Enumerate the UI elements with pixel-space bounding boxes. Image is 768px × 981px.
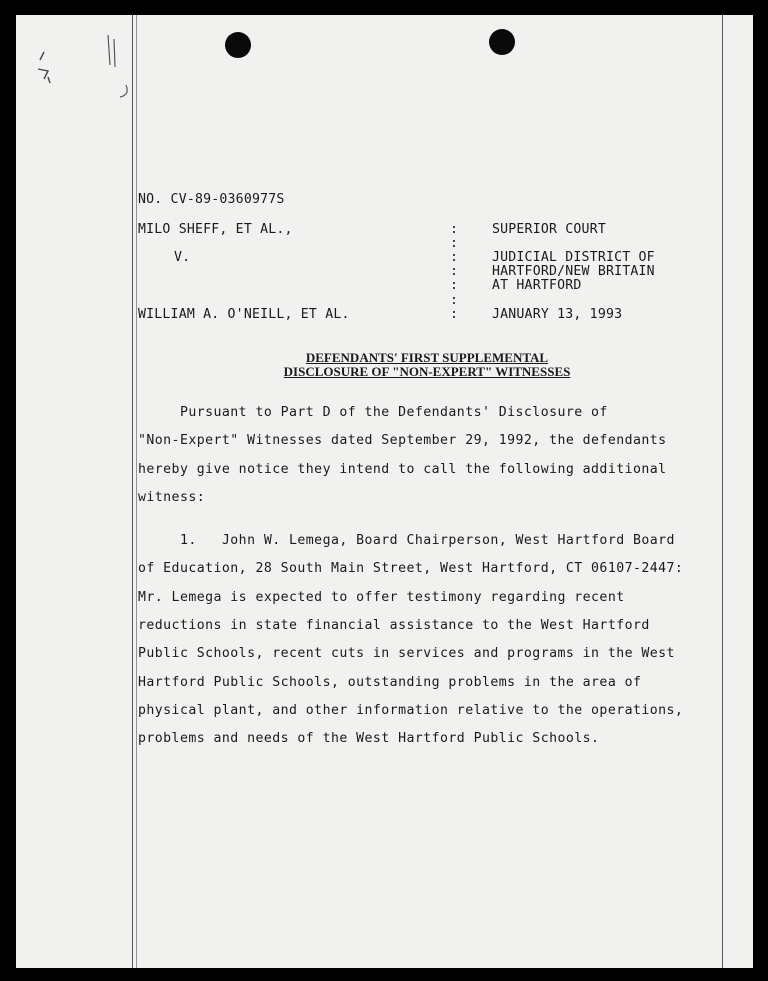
district-line-1: JUDICIAL DISTRICT OF xyxy=(492,250,655,265)
defendant-name: WILLIAM A. O'NEILL, ET AL. xyxy=(138,307,350,322)
body-line: Mr. Lemega is expected to offer testimony regarding recent xyxy=(138,590,625,605)
court-name: SUPERIOR COURT xyxy=(492,222,606,237)
body-line: Public Schools, recent cuts in services and programs in the West xyxy=(138,646,675,661)
punch-hole-left xyxy=(225,32,251,58)
district-line-2: HARTFORD/NEW BRITAIN xyxy=(492,264,655,279)
caption-colon: : xyxy=(450,278,458,293)
body-line: 1. John W. Lemega, Board Chairperson, West Hartford Board xyxy=(138,533,675,548)
caption-colon: : xyxy=(450,293,458,308)
body-line: Hartford Public Schools, outstanding problems in the area of xyxy=(138,675,642,690)
body-line: physical plant, and other information relative to the operations, xyxy=(138,703,684,718)
caption-colon: : xyxy=(450,264,458,279)
docket-number: NO. CV-89-0360977S xyxy=(138,192,285,207)
plaintiff-name: MILO SHEFF, ET AL., xyxy=(138,222,293,237)
punch-hole-right xyxy=(489,29,515,55)
caption-colon: : xyxy=(450,222,458,237)
left-margin-line xyxy=(132,15,133,968)
body-line: Pursuant to Part D of the Defendants' Disclosure of xyxy=(138,405,608,420)
body-line: hereby give notice they intend to call the following additional xyxy=(138,462,667,477)
caption-colon: : xyxy=(450,307,458,322)
body-line: problems and needs of the West Hartford Public Schools. xyxy=(138,731,600,746)
caption-colon: : xyxy=(450,236,458,251)
caption-date: JANUARY 13, 1993 xyxy=(492,307,623,322)
handwritten-mark xyxy=(26,25,136,115)
document-title-line-1: DEFENDANTS' FIRST SUPPLEMENTAL xyxy=(305,350,549,365)
document-page xyxy=(16,15,753,968)
left-margin-line-inner xyxy=(136,15,137,968)
caption-colon: : xyxy=(450,250,458,265)
body-line: of Education, 28 South Main Street, West Hartford, CT 06107-2447: xyxy=(138,561,684,576)
district-line-3: AT HARTFORD xyxy=(492,278,582,293)
versus: V. xyxy=(174,250,191,265)
right-margin-line xyxy=(722,15,723,968)
document-title-line-2: DISCLOSURE OF "NON-EXPERT" WITNESSES xyxy=(283,364,571,379)
body-line: "Non-Expert" Witnesses dated September 29, 1992, the defendants xyxy=(138,433,667,448)
body-line: witness: xyxy=(138,490,206,505)
body-line: reductions in state financial assistance to the West Hartford xyxy=(138,618,650,633)
